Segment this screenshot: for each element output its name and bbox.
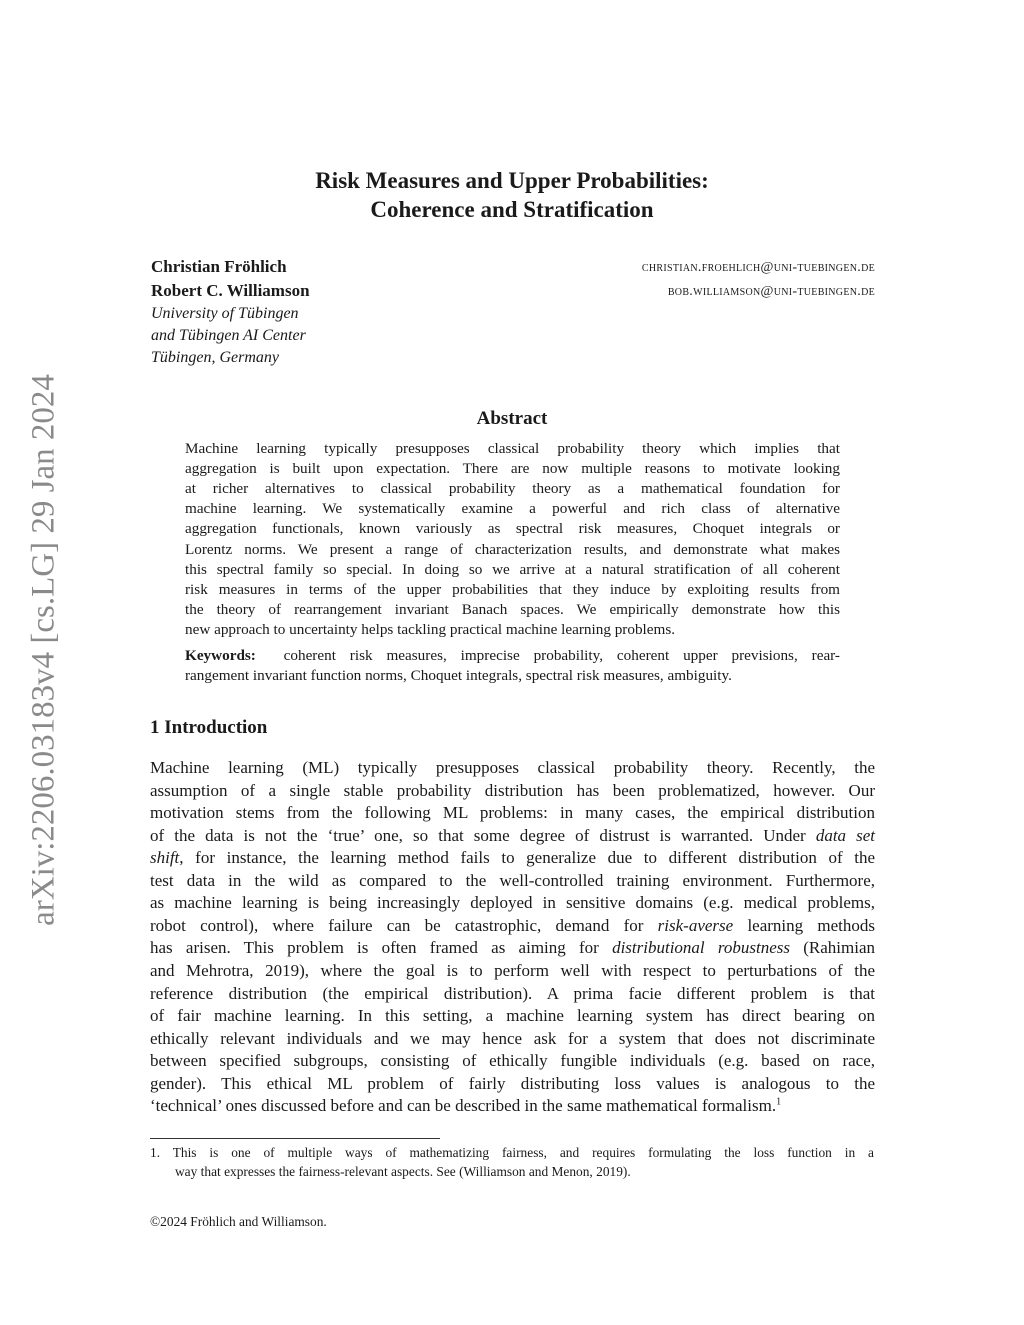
text-run: gender). This ethical ML problem of fairly distributing loss values is analogous to the — [150, 1073, 875, 1093]
footnote-rule — [150, 1138, 440, 1139]
keywords-line: rangement invariant function norms, Choquet integrals, spectral risk measures, ambiguity. — [185, 667, 732, 684]
author-email: christian.froehlich@uni-tuebingen.de — [641, 260, 875, 275]
intro-line — [150, 916, 875, 936]
text-run: as machine learning is being increasingly deployed in sensitive domains (e.g. medical problems, — [150, 893, 875, 913]
author-name: Robert C. Williamson — [151, 281, 310, 300]
text-run: ethically relevant individuals and we may hence ask for a system that does not discriminate — [150, 1028, 875, 1048]
intro-line — [150, 848, 875, 868]
emphasis-text: shift — [150, 848, 180, 868]
text-run: robot control), where failure can be catastrophic, demand for — [150, 915, 658, 935]
author-name: Christian Fröhlich — [151, 257, 287, 276]
text-run: learning methods — [733, 915, 875, 935]
text-run: ‘technical’ ones discussed before and can be described in the same mathematical formalism. — [150, 1096, 777, 1116]
abstract-line: machine learning. We systematically examine a powerful and rich class of alternative — [185, 500, 840, 518]
text-run: motivation stems from the following ML problems: in many cases, the empirical distribution — [150, 803, 875, 823]
emphasis-text: risk-averse — [657, 915, 734, 935]
author-email: bob.williamson@uni-tuebingen.de — [667, 284, 875, 299]
section-heading: 1 Introduction — [150, 717, 268, 738]
text-run: assumption of a single stable probability distribution has been problematized, however. Our — [150, 780, 875, 800]
text-run: between specified subgroups, consisting of ethically fungible individuals (e.g. based on race, — [150, 1051, 875, 1071]
intro-line — [150, 938, 875, 958]
abstract-line: at richer alternatives to classical probability theory as a mathematical foundation for — [185, 480, 840, 498]
intro-line — [150, 893, 875, 913]
abstract-heading: Abstract — [476, 408, 548, 429]
intro-line — [150, 871, 875, 891]
footnote-line: 1. This is one of multiple ways of mathematizing fairness, and requires formulating the loss function in a — [150, 1145, 874, 1160]
intro-line — [150, 1051, 875, 1071]
paper-title-line-1: Risk Measures and Upper Probabilities: — [315, 168, 709, 193]
intro-line — [150, 781, 875, 801]
affiliation: Tübingen, Germany — [151, 349, 279, 366]
footnote-line: way that expresses the fairness-relevant aspects. See (Williamson and Menon, 2019). — [175, 1164, 631, 1179]
affiliation: and Tübingen AI Center — [151, 327, 306, 344]
affiliation: University of Tübingen — [151, 305, 299, 322]
intro-line — [150, 1029, 875, 1049]
emphasis-text: distributional robustness — [612, 938, 790, 958]
keywords-label: Keywords: — [185, 647, 256, 664]
text-run: and Mehrotra, 2019), where the goal is to perform well with respect to perturbations of the — [150, 960, 875, 980]
abstract-line: Machine learning typically presupposes classical probability theory which implies that — [185, 440, 840, 457]
keywords-text: coherent risk measures, imprecise probability, coherent upper previsions, rear- — [283, 647, 840, 664]
text-run: of the data is not the ‘true’ one, so that some degree of distrust is warranted. Under — [150, 825, 816, 845]
abstract-line: new approach to uncertainty helps tackling practical machine learning problems. — [185, 620, 676, 638]
text-run: test data in the wild as compared to the well-controlled training environment. Furthermore, — [150, 870, 875, 890]
intro-line — [150, 758, 875, 778]
intro-line — [150, 1096, 875, 1116]
text-run: Machine learning (ML) typically presupposes classical probability theory. Recently, the — [150, 758, 875, 777]
abstract-line: risk measures in terms of the upper probabilities that they induce by exploiting results from — [185, 580, 840, 598]
text-run: of fair machine learning. In this setting, a machine learning system has direct bearing on — [150, 1006, 875, 1026]
copyright: ©2024 Fröhlich and Williamson. — [150, 1214, 327, 1229]
intro-line — [150, 961, 875, 981]
emphasis-text: data set — [815, 825, 876, 845]
abstract-line: aggregation functionals, known variously as spectral risk measures, Choquet integrals or — [185, 520, 840, 538]
intro-line — [150, 1006, 875, 1026]
intro-line — [150, 984, 875, 1004]
abstract-line: Lorentz norms. We present a range of characterization results, and demonstrate what makes — [185, 540, 840, 558]
abstract-line: this spectral family so special. In doing so we arrive at a natural stratification of all coherent — [185, 560, 840, 578]
paper-title-line-2: Coherence and Stratification — [370, 197, 654, 222]
keywords-line — [185, 647, 840, 665]
abstract-line: the theory of rearrangement invariant Banach spaces. We empirically demonstrate how this — [185, 600, 840, 618]
intro-line — [150, 826, 875, 846]
text-run: (Rahimian — [790, 938, 875, 958]
footnote-marker: 1 — [776, 1096, 782, 1108]
abstract-line: aggregation is built upon expectation. There are now multiple reasons to motivate looking — [185, 460, 840, 478]
text-run: , for instance, the learning method fails to generalize due to different distribution of the — [179, 848, 875, 868]
text-run: has arisen. This problem is often framed as aiming for — [150, 938, 613, 958]
text-run: reference distribution (the empirical distribution). A prima facie different problem is that — [150, 983, 875, 1003]
intro-line — [150, 1074, 875, 1094]
intro-line — [150, 803, 875, 823]
arxiv-stamp: arXiv:2206.03183v4 [cs.LG] 29 Jan 2024 — [25, 374, 62, 926]
